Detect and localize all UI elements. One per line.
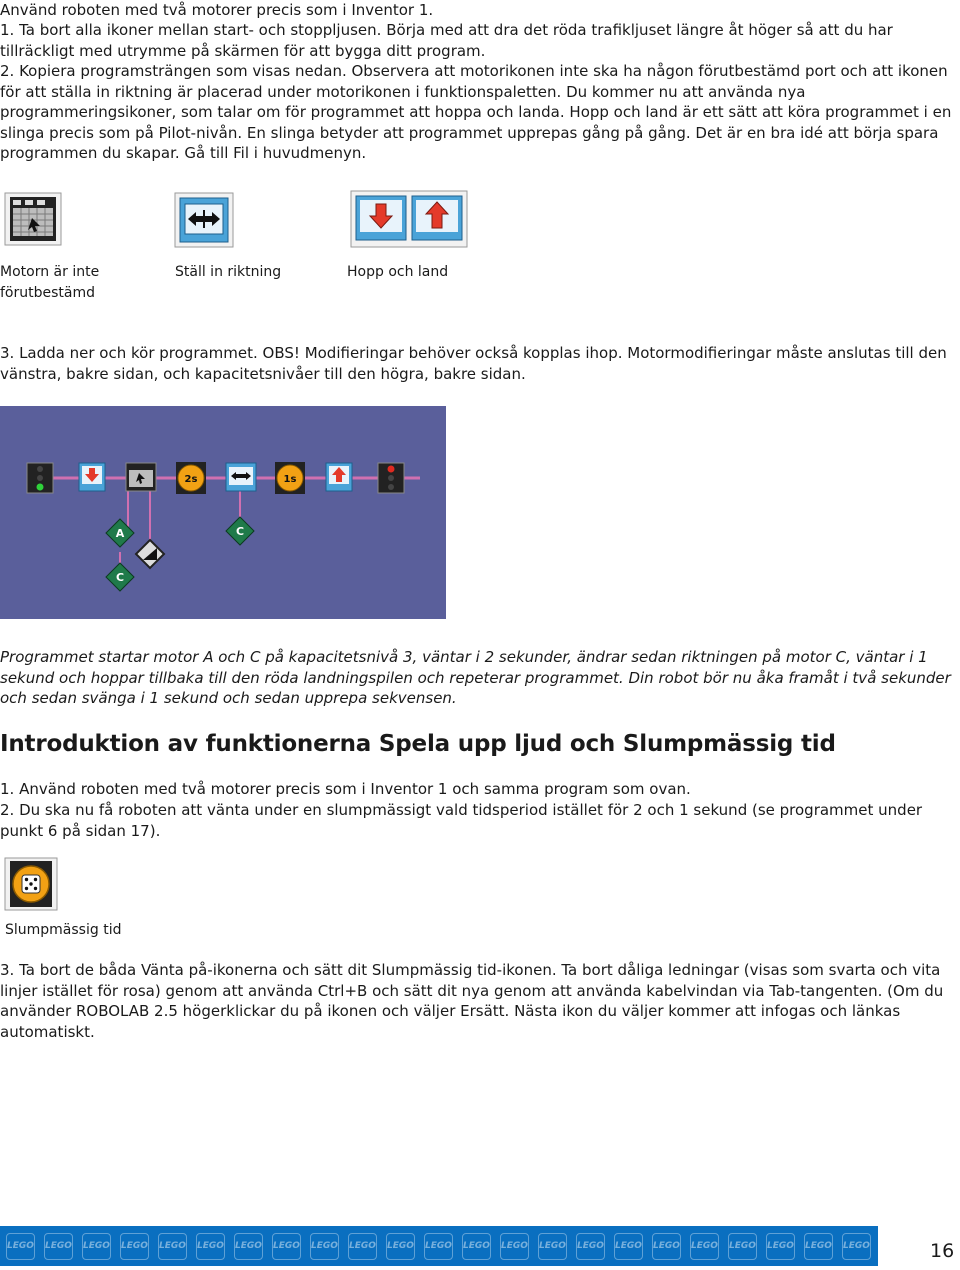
- lego-logo-icon: LEGO: [348, 1233, 377, 1260]
- intro-step-1: 1. Ta bort alla ikoner mellan start- och stoppljusen. Börja med att dra det röda trafikljuset längre åt höger så att du har tillräckligt med utrymme på skärmen för att bygga ditt program.: [0, 21, 893, 60]
- lego-logo-icon: LEGO: [158, 1233, 187, 1260]
- lego-logo-icon: LEGO: [424, 1233, 453, 1260]
- port-c-modifier-icon[interactable]: [106, 563, 134, 591]
- direction-port-c-icon[interactable]: [226, 517, 254, 545]
- stop-light-icon[interactable]: [378, 463, 404, 493]
- program-string: [0, 406, 446, 619]
- lego-logo-icon: LEGO: [538, 1233, 567, 1260]
- svg-text:C: C: [115, 571, 125, 584]
- set-direction-icon: [174, 192, 234, 248]
- motor-icon[interactable]: [126, 463, 156, 491]
- lego-logo-icon: LEGO: [614, 1233, 643, 1260]
- port-a-modifier-icon[interactable]: [106, 519, 134, 547]
- land-arrow-icon[interactable]: [79, 463, 105, 491]
- section-step-2: 2. Du ska nu få roboten att vänta under en slumpmässigt vald tidsperiod istället för 2 och 1 sekund (se programmet under punkt 6 på sidan 17).: [0, 801, 923, 840]
- svg-text:1s: 1s: [283, 474, 297, 485]
- lego-logo-icon: LEGO: [82, 1233, 111, 1260]
- direction-caption: Ställ in riktning: [175, 264, 282, 280]
- jump-arrow-icon[interactable]: [326, 463, 352, 491]
- svg-text:2s: 2s: [184, 474, 198, 485]
- svg-text:C: C: [235, 525, 245, 538]
- intro-line: Använd roboten med två motorer precis som i Inventor 1.: [0, 1, 434, 19]
- lego-logo-icon: LEGO: [44, 1233, 73, 1260]
- lego-logo-icon: LEGO: [196, 1233, 225, 1260]
- motor-caption-line2: förutbestämd: [0, 285, 95, 301]
- start-light-icon[interactable]: [27, 463, 53, 493]
- svg-text:A: A: [115, 527, 125, 540]
- footer-band: [0, 1226, 878, 1266]
- intro-step-2: 2. Kopiera programsträngen som visas nedan. Observera att motorikonen inte ska ha någon förutbestämd port och att ikonen för att ställa in riktning är placerad under motorikonen i funktionspaletten. Du kommer nu att använda nya programmeringsikoner, som talar om för programmet att hoppa och landa. Hopp och land är ett sätt att köra programmet i en slinga precis som på Pilot-nivån. En slinga betyder att programmet upprepas gång på gång. Det är en bra idé att börja spara programmen du skapar. Gå till Fil i huvudmenyn.: [0, 62, 952, 162]
- lego-logo-icon: LEGO: [842, 1233, 871, 1260]
- program-description: Programmet startar motor A och C på kapacitetsnivå 3, väntar i 2 sekunder, ändrar sedan riktningen på motor C, väntar i 1 sekund och hoppar tillbaka till den röda landningspilen och repeterar programmet. Din robot bör nu åka framåt i två sekunder och sedan svänga i 1 sekund och sedan upprepa sekvensen.: [0, 648, 951, 707]
- lego-logo-icon: LEGO: [120, 1233, 149, 1260]
- lego-logo-icon: LEGO: [386, 1233, 415, 1260]
- wait-2s-icon[interactable]: [176, 462, 206, 494]
- section-title: Introduktion av funktionerna Spela upp ljud och Slumpmässig tid: [0, 731, 836, 757]
- section-step-3: 3. Ta bort de båda Vänta på-ikonerna och sätt dit Slumpmässig tid-ikonen. Ta bort dåliga ledningar (visas som svarta och vita linjer istället för rosa) genom att använda Ctrl+B och sätt dit nya genom att använda kabelvindan via Tab-tangenten. (Om du använder ROBOLAB 2.5 högerklickar du på ikonen och väljer Ersätt. Nästa ikon du väljer kommer att infogas och länkas automatiskt.: [0, 961, 944, 1041]
- lego-logo-icon: LEGO: [728, 1233, 757, 1260]
- page-number: 16: [930, 1240, 955, 1262]
- lego-logo-icon: LEGO: [804, 1233, 833, 1260]
- random-time-icon: [4, 857, 58, 911]
- lego-logo-icon: LEGO: [500, 1233, 529, 1260]
- program-canvas: [0, 406, 446, 619]
- motor-caption-line1: Motorn är inte: [0, 264, 100, 280]
- wait-1s-icon[interactable]: [275, 462, 305, 494]
- lego-logo-icon: LEGO: [6, 1233, 35, 1260]
- step-3: 3. Ladda ner och kör programmet. OBS! Modifieringar behöver också kopplas ihop. Motormodifieringar måste anslutas till den vänstra, bakre sidan, och kapacitetsnivåer till den högra, bakre sidan.: [0, 344, 947, 383]
- lego-logo-icon: LEGO: [234, 1233, 263, 1260]
- section-step-1: 1. Använd roboten med två motorer precis som i Inventor 1 och samma program som ovan.: [0, 780, 691, 798]
- lego-logo-icon: LEGO: [272, 1233, 301, 1260]
- lego-logo-icon: LEGO: [462, 1233, 491, 1260]
- jump-land-icon: [350, 190, 468, 248]
- lego-logo-icon: LEGO: [576, 1233, 605, 1260]
- lego-logo-icon: LEGO: [766, 1233, 795, 1260]
- lego-logo-icon: LEGO: [652, 1233, 681, 1260]
- jump-caption: Hopp och land: [347, 264, 449, 280]
- direction-icon[interactable]: [226, 463, 256, 491]
- lego-logo-icon: LEGO: [310, 1233, 339, 1260]
- random-caption: Slumpmässig tid: [5, 922, 122, 938]
- motor-unassigned-icon: [4, 192, 62, 246]
- lego-logo-icon: LEGO: [690, 1233, 719, 1260]
- power-level-icon[interactable]: [136, 540, 164, 568]
